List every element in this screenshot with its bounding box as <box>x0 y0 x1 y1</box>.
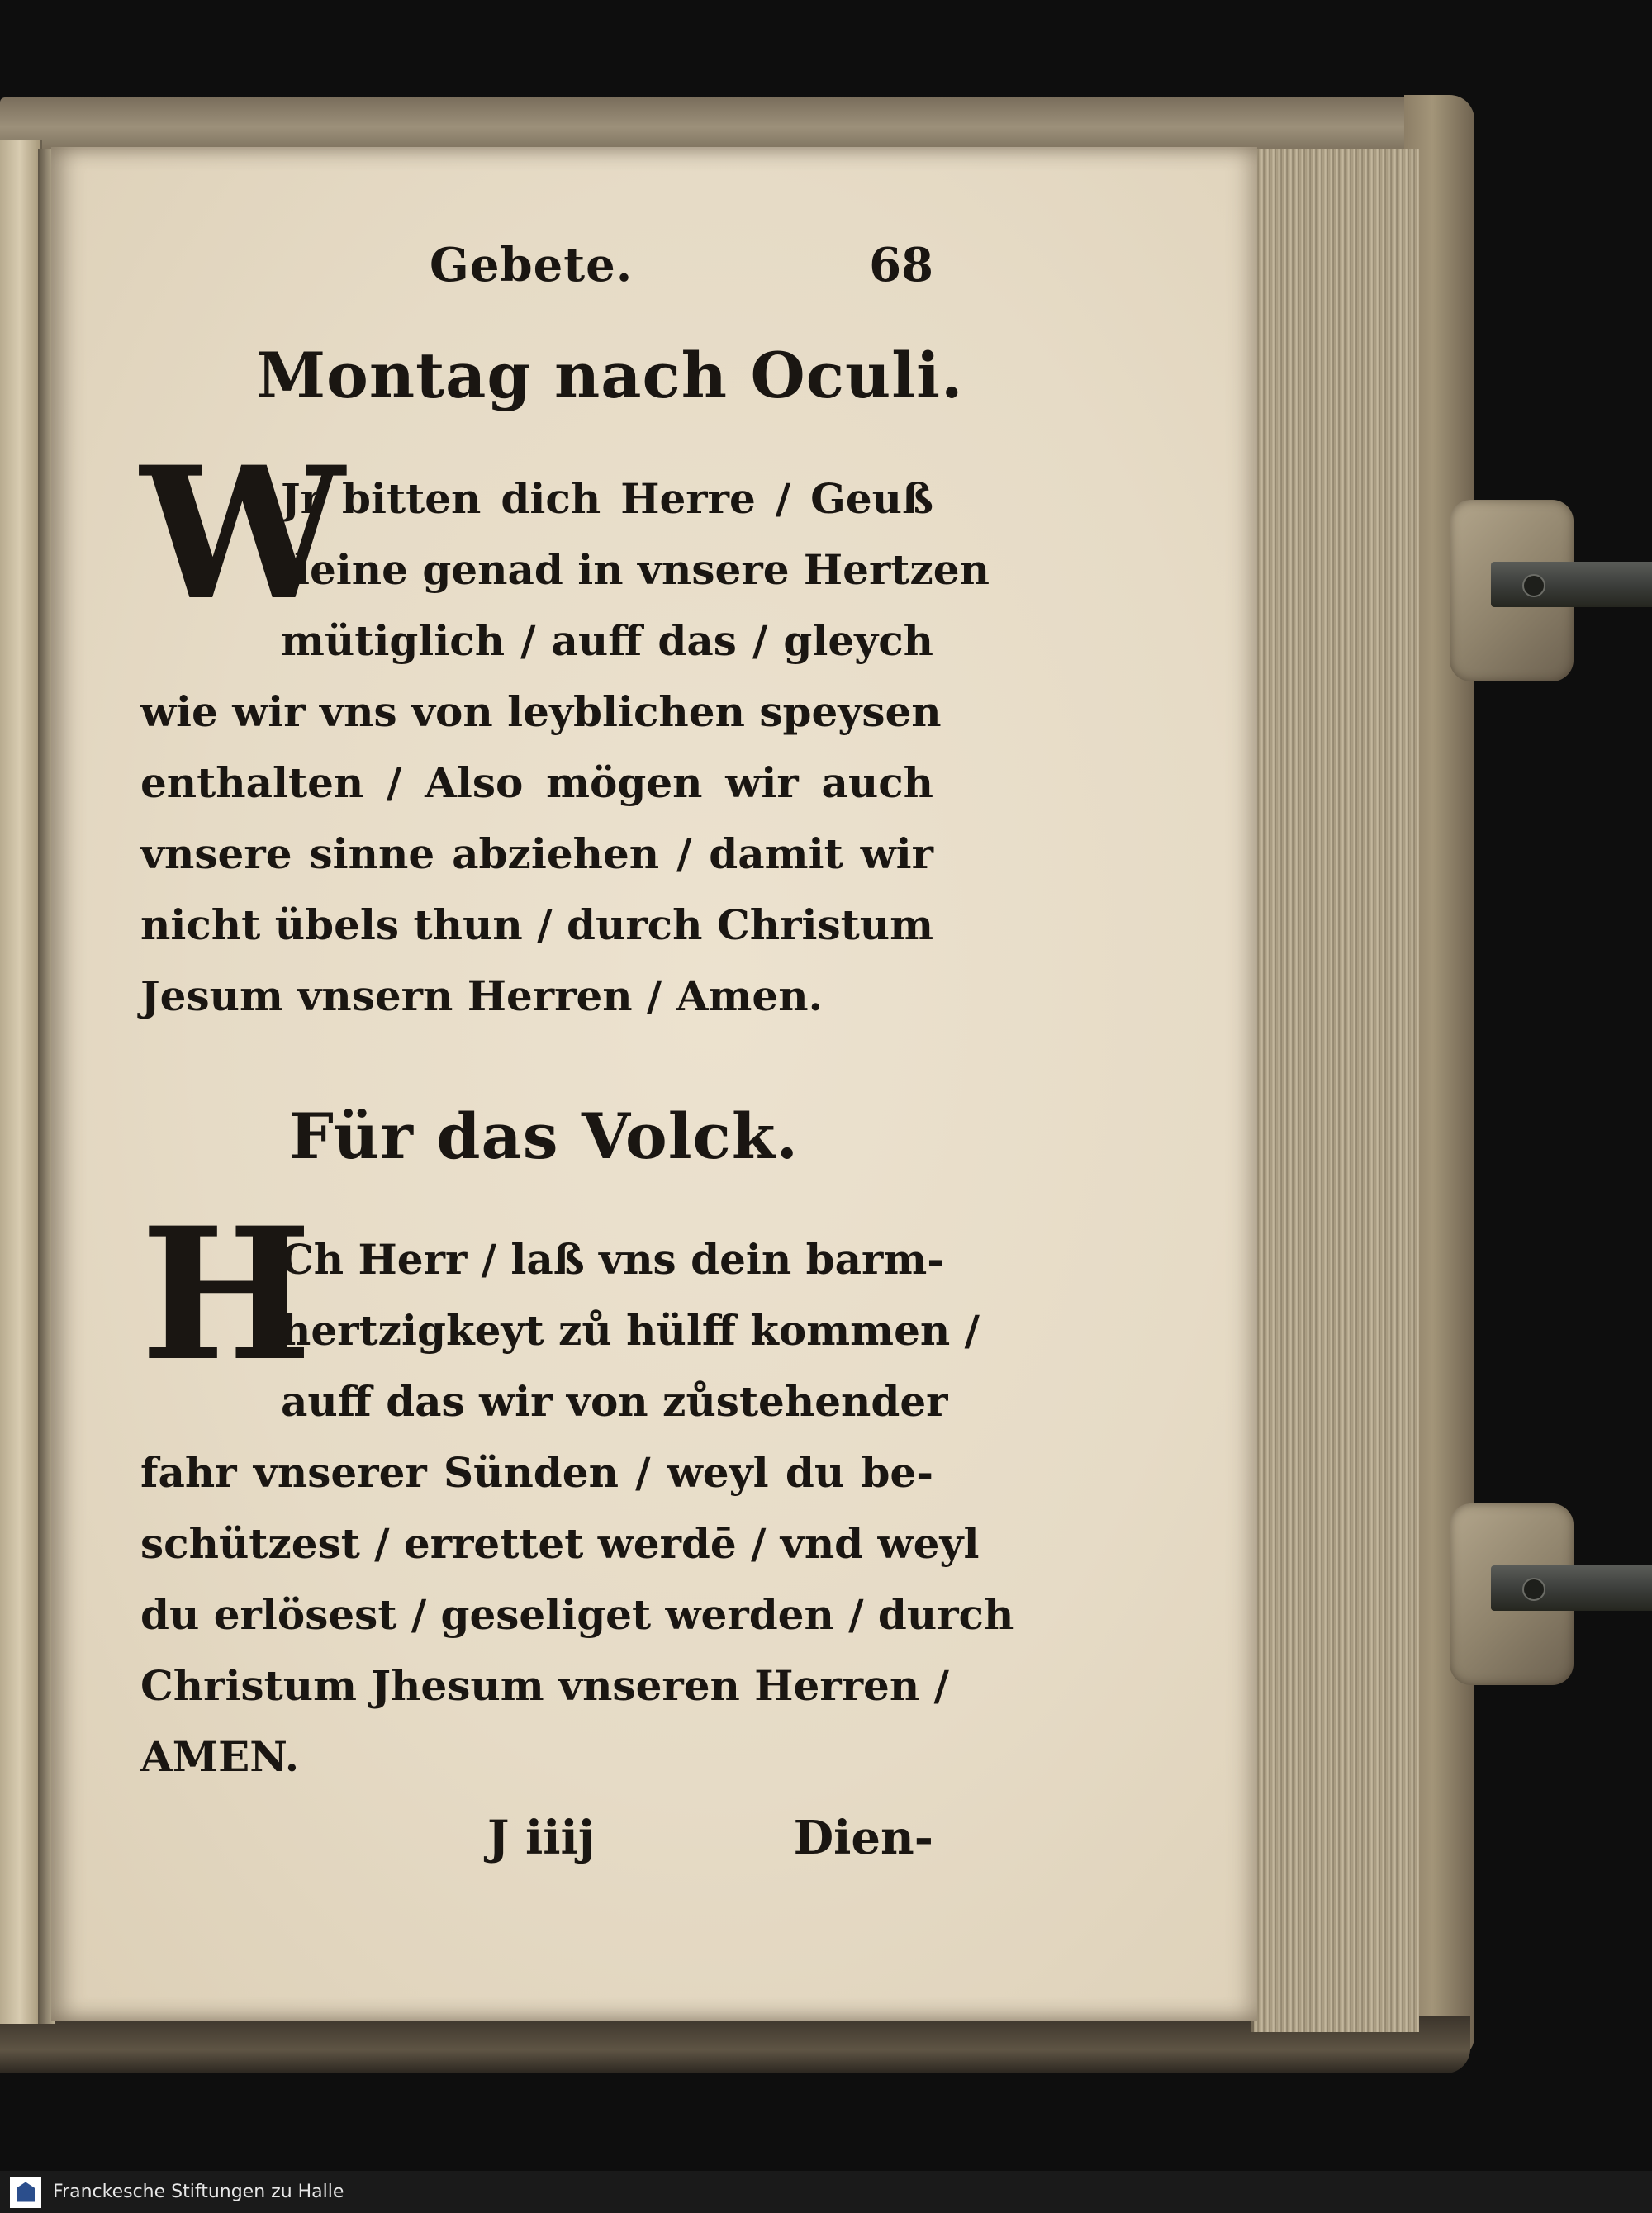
text-line: Ch Herr / laß vns dein barm- <box>281 1235 945 1284</box>
running-head-title: Gebete. <box>430 238 634 292</box>
drop-cap-w: W <box>140 426 345 640</box>
page-edges <box>1251 149 1419 2032</box>
prayer-volck <box>140 1187 1014 1793</box>
text-line: schützest / errettet werdē / vnd weyl <box>140 1519 980 1568</box>
text-line: wie wir vns von leyblichen speysen <box>140 687 942 736</box>
left-page-edge <box>0 140 42 2024</box>
text-line: mütiglich / auff das / gleych <box>281 616 933 665</box>
franckesche-stiftungen-logo-icon[interactable] <box>10 2177 41 2208</box>
running-head <box>140 233 933 324</box>
prayer-oculi <box>140 426 990 1032</box>
drop-cap-h: H <box>140 1187 312 1401</box>
text-line: du erlösest / geseliget werden / durch <box>140 1590 1014 1639</box>
text-line: fahr vnserer Sünden / weyl du be- <box>140 1448 933 1497</box>
text-line: Jesum vnsern Herren / Amen. <box>140 971 824 1020</box>
text-line: auff das wir von zůstehender <box>281 1377 948 1426</box>
text-line: nicht übels thun / durch Christum <box>140 900 933 949</box>
text-line: deine genad in vnsere Hertzen <box>281 545 990 594</box>
text-line: Christum Jhesum vnseren Herren / <box>140 1661 949 1710</box>
book-cover-bottom <box>0 2016 1470 2073</box>
text-line: AMEN. <box>140 1732 300 1781</box>
signature-mark: J iiij <box>487 1811 596 1865</box>
text-line: Jr bitten dich Herre / Geuß <box>281 474 933 523</box>
page-foot <box>140 1811 933 1885</box>
text-line: enthalten / Also mögen wir auch <box>140 758 933 807</box>
text-block <box>140 233 1014 1885</box>
section-heading-oculi: Montag nach Oculi. <box>256 339 964 412</box>
footer-bar <box>0 2171 1652 2213</box>
text-line: vnsere sinne abziehen / damit wir <box>140 829 933 878</box>
institution-name: Franckesche Stiftungen zu Halle <box>53 2182 344 2202</box>
catchword: Dien- <box>793 1811 933 1865</box>
page-number: 68 <box>869 238 933 292</box>
text-line: hertzigkeyt zů hülff kommen / <box>281 1306 980 1355</box>
section-heading-volck: Für das Volck. <box>289 1099 799 1173</box>
